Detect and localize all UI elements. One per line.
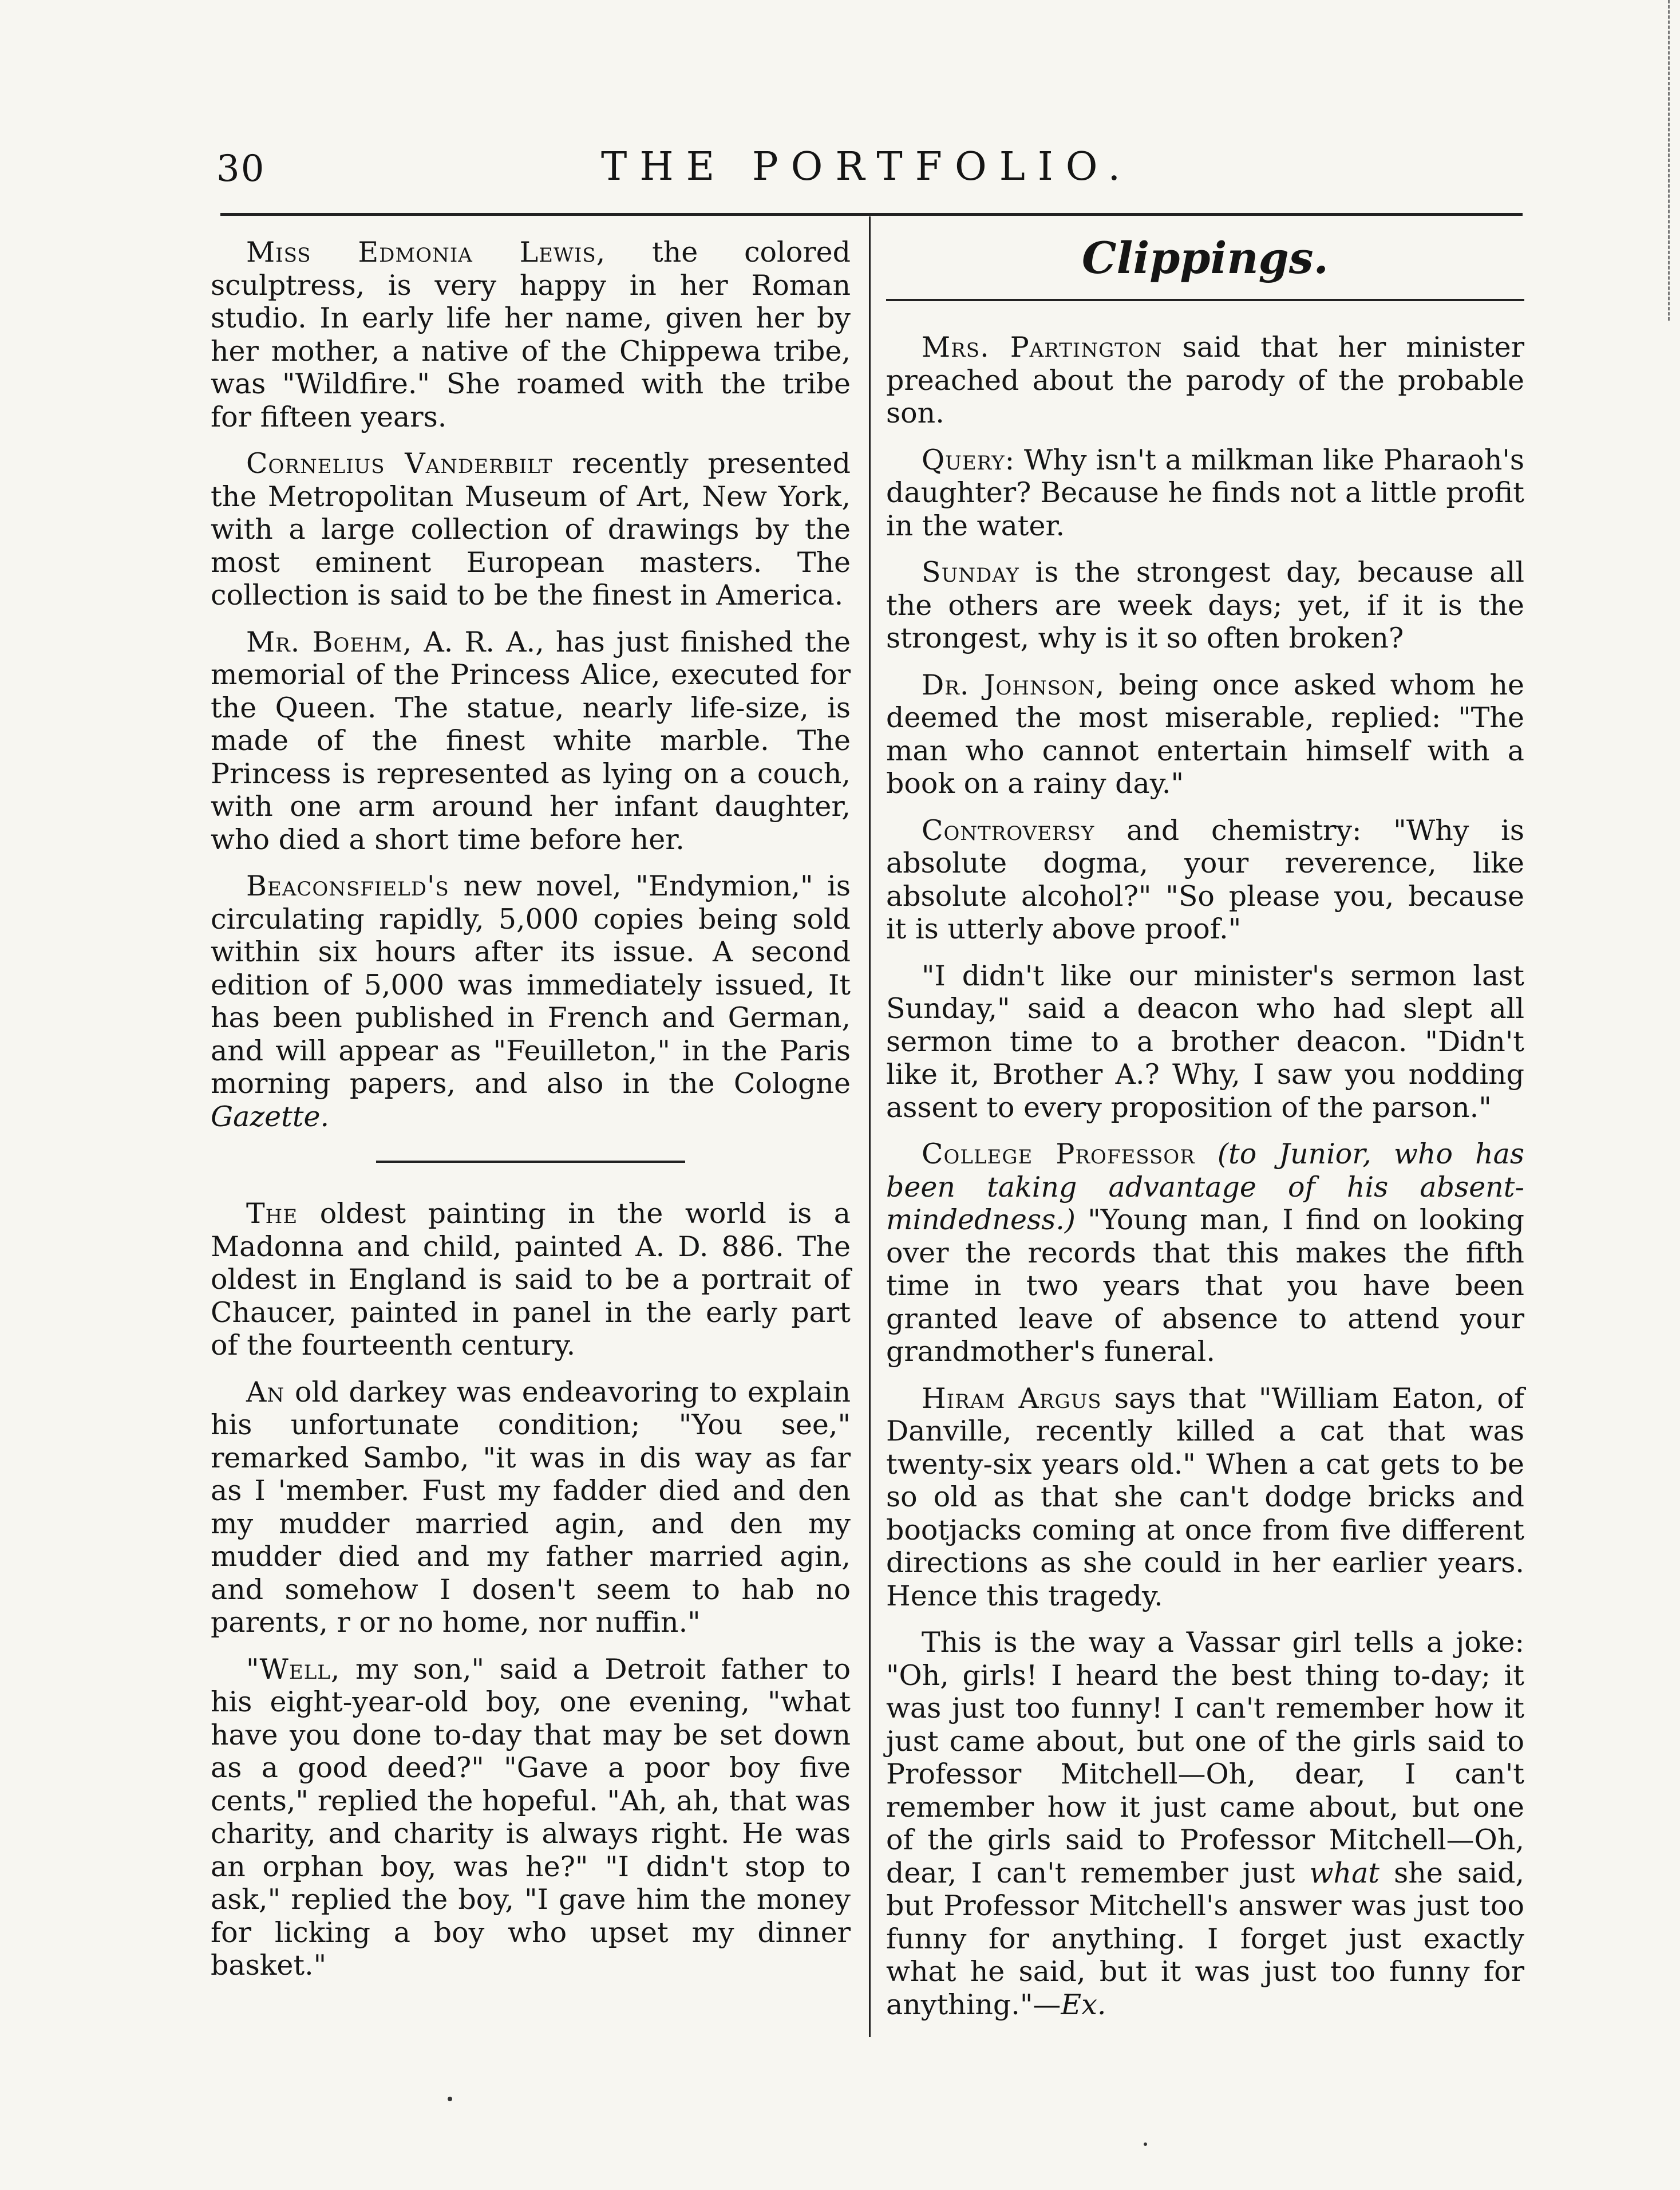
article-sambo: An old darkey was endeavoring to explain his unfortunate condition; "You see," remarked Sambo, "it was in dis way as far as I 'member. Fust my fadder died and den my mudder married agin, and den my mudder died and my father married agin, and somehow I dosen't seem to hab no parents, r or no home, nor nuffin." [211,1375,851,1639]
clipping-controversy: Controversy and chemistry: "Why is absolute dogma, your reverence, like absolute alcohol?" "So please you, because it is utterly above proof." [886,814,1524,945]
clippings-heading: Clippings. [1081,232,1329,283]
clipping-vassar-joke: This is the way a Vassar girl tells a joke: "Oh, girls! I heard the best thing to-day; it was just too funny! I can't remember how it just came about, but one of the girls said to Professor Mitchell—Oh, dear, I can't remember how it just came about, but one of the girls said to Professor Mitchell—Oh, dear, I can't remember just what she said, but Professor Mitchell's answer was just too funny for anything. I forget just exactly what he said, but it was just too funny for anything."—Ex. [886,1626,1525,2021]
article-edmonia-lewis: Miss Edmonia Lewis, the colored sculptress, is very happy in her Roman studio. In early life her name, given her by her mother, a native of the Chippewa tribe, was "Wildfire." She roamed with the tribe for fifteen years. [211,236,851,433]
article-endymion: Beaconsfield's new novel, "Endymion," is circulating rapidly, 5,000 copies being sold within six hours after its issue. A second edition of 5,000 was immediately issued, It has been published in French and German, and will appear as "Feuilleton," in the Paris morning papers, and also in the Cologne Gazette. [211,870,851,1133]
article-detroit-father: "Well, my son," said a Detroit father to his eight-year-old boy, one evening, "what have you done to-day that may be set down as a good deed?" "Gave a poor boy five cents," replied the hopeful. "Ah, ah, that was charity, and charity is always right. He was an orphan boy, was he?" "I didn't stop to ask," replied the boy, "I gave him the money for licking a boy who upset my dinner basket." [211,1652,851,1982]
column-divider [869,216,871,2037]
section-rule [376,1161,685,1163]
article-boehm: Mr. Boehm, A. R. A., has just finished the memorial of the Princess Alice, executed for the Queen. The statue, nearly life-size, is made of the finest white marble. The Princess is represented as lying on a couch, with one arm around her infant daughter, who died a short time before her. [211,625,851,856]
clippings-rule [886,299,1524,301]
header-rule [220,213,1523,216]
clipping-sunday: Sunday is the strongest day, because all the others are week days; yet, if it is the strongest, why is it so often broken? [886,556,1524,654]
clipping-johnson: Dr. Johnson, being once asked whom he deemed the most miserable, replied: "The man who cannot entertain himself with a book on a rainy day." [886,668,1524,800]
article-vanderbilt: Cornelius Vanderbilt recently presented the Metropolitan Museum of Art, New York, with a large collection of drawings by the most eminent European masters. The collection is said to be the finest in America. [211,447,851,611]
right-column [886,232,1525,2035]
clipping-query: Query: Why isn't a milkman like Pharaoh's daughter? Because he finds not a little profit in the water. [886,443,1524,542]
clipping-deacon: "I didn't like our minister's sermon last Sunday," said a deacon who had slept all sermon time to a brother deacon. "Didn't like it, Brother A.? Why, I saw you nodding assent to every proposition of the parson." [886,959,1524,1124]
article-oldest-painting: The oldest painting in the world is a Madonna and child, painted A. D. 886. The oldest in England is said to be a portrait of Chaucer, painted in panel in the early part of the fourteenth century. [211,1197,851,1362]
clipping-professor: College Professor (to Junior, who has been taking advantage of his absent-mindedness.) "Young man, I find on looking over the records that this makes the fifth time in two years that you have been granted leave of absence to attend your grandmother's funeral. [886,1138,1525,1368]
page-edge-mark [1668,0,1670,321]
page-number: 30 [216,148,266,190]
left-column [211,236,851,1996]
clipping-partington: Mrs. Partington said that her minister preached about the parody of the probable son. [886,331,1524,429]
print-speck [1144,2142,1147,2146]
clipping-hiram-argus: Hiram Argus says that "William Eaton, of Danville, recently killed a cat that was twenty-six years old." When a cat gets to be so old as that she can't dodge bricks and bootjacks coming at once from five different directions as she could in her earlier years. Hence this tragedy. [886,1382,1524,1612]
running-title: THE PORTFOLIO. [601,144,1133,190]
print-speck [448,2097,452,2101]
